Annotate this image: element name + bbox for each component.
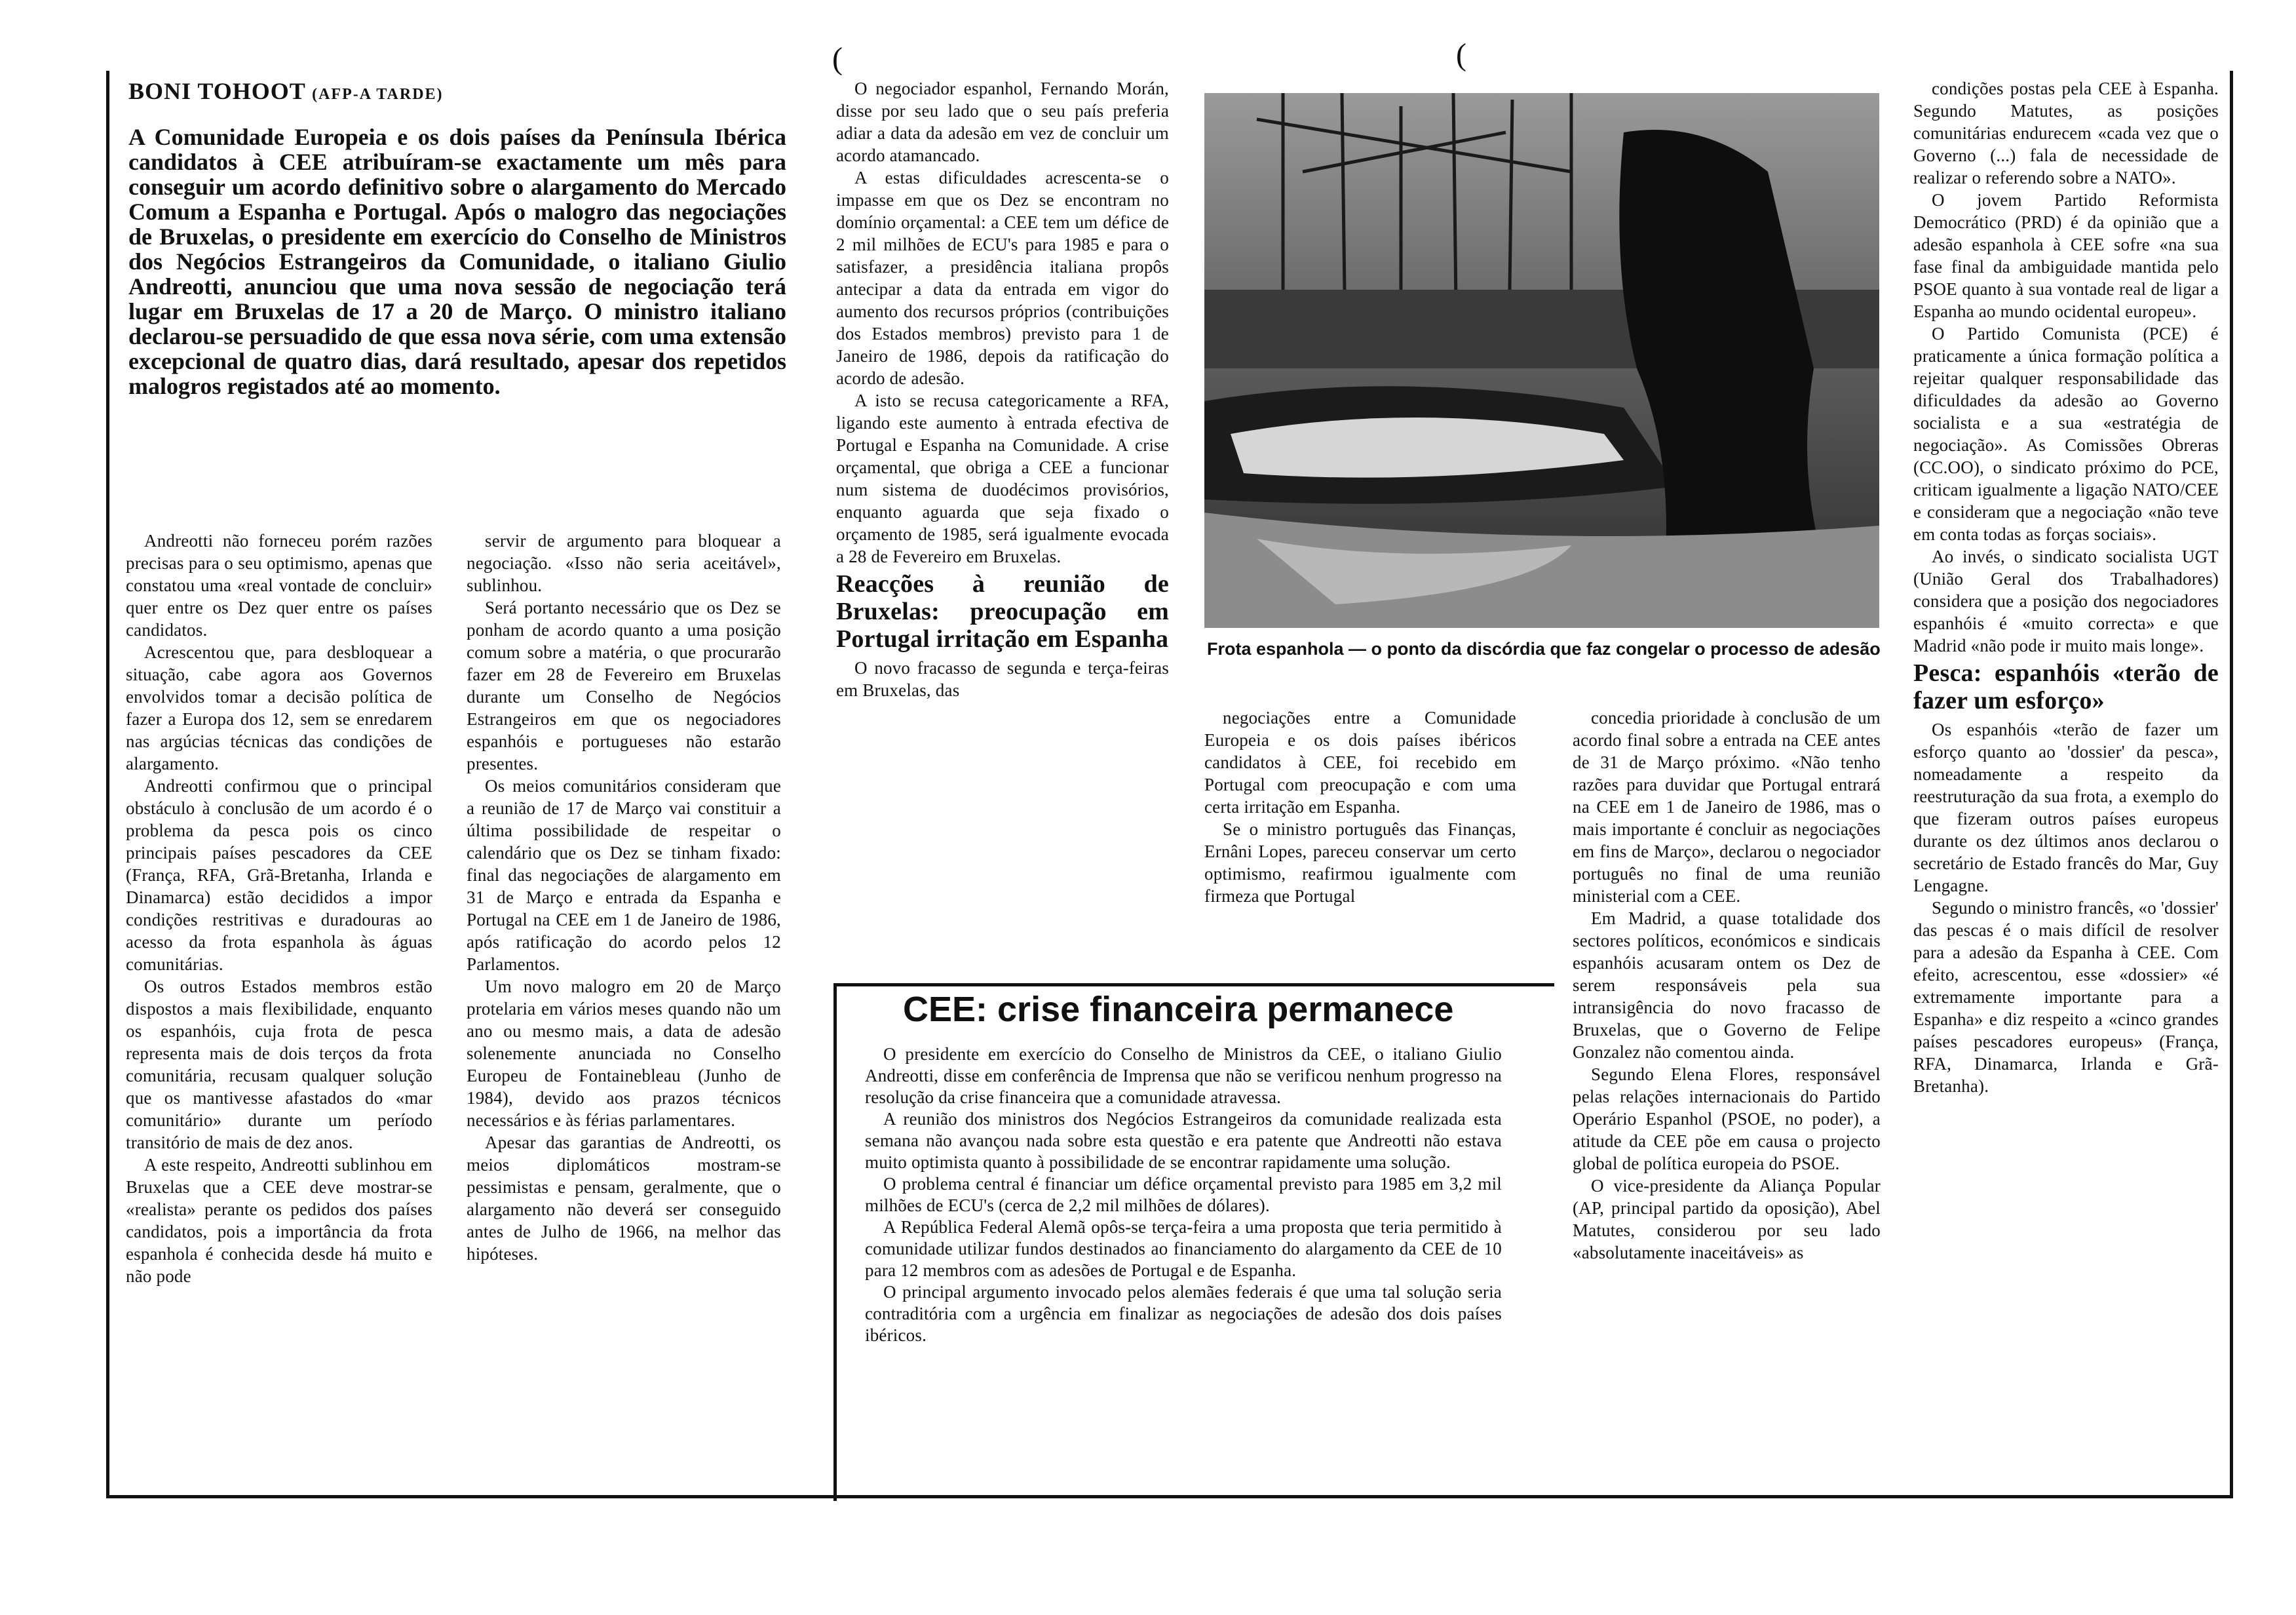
box-top-rule [833,983,1554,986]
paragraph: A reunião dos ministros dos Negócios Estrangeiros da comunidade realizada esta semana não avançou nada sobre esta questão e era patente que Andreotti não estava muito optimista quanto à possibilidade de se encontrar rapidamente uma solução. [865,1109,1502,1172]
paragraph: O novo fracasso de segunda e terça-feiras em Bruxelas, das [836,658,1169,700]
paragraph: A República Federal Alemã opôs-se terça-feira a uma proposta que teria permitido à comunidade utilizar fundos destinados ao financiamento do alargamento da CEE de 10 para 12 membros com as adesões de Portugal e de Espanha. [865,1217,1502,1280]
paragraph: A este respeito, Andreotti sublinhou em Bruxelas que a CEE deve mostrar-se «realista» perante os pedidos dos países candidatos, pois a importância da frota espanhola é conhecida desde há muito e não pode [126,1155,432,1286]
article-column-2 [467,530,781,1265]
paragraph: O vice-presidente da Aliança Popular (AP, principal partido da oposição), Abel Matutes, considerou por seu lado «absolutamente inaceitáveis» as [1573,1176,1881,1262]
paragraph: Se o ministro português das Finanças, Ernâni Lopes, pareceu conservar um certo optimismo, reafirmou igualmente com firmeza que Portugal [1204,819,1516,906]
paragraph: Andreotti confirmou que o principal obstáculo à conclusão de um acordo é o problema da pesca pois os cinco principais países pescadores da CEE (França, RFA, Grã-Bretanha, Irlanda e Dinamarca) estão decididos a impor condições restritivas e duradouras ao acesso da frota espanhola às águas comunitárias. [126,776,432,974]
paragraph: Os outros Estados membros estão dispostos a mais flexibilidade, enquanto os espanhóis, cuja frota de pesca representa mais de dois terços da frota comunitária, recusam qualquer solução que os mantivesse afastados do «mar comunitário» durante um período transitório de mais de dez anos. [126,977,432,1152]
paragraph: O jovem Partido Reformista Democrático (PRD) é da opinião que a adesão espanhola à CEE sofre «na sua fase final da ambiguidade mantida pelo PSOE quanto à sua vontade real de ligar a Espanha ao mundo ocidental europeu». [1913,190,2219,321]
article-column-5 [1573,707,1881,1264]
frame-right-rule [2230,71,2233,1498]
article-column-1 [126,530,432,1287]
photo-caption: Frota espanhola — o ponto da discórdia que faz congelar o processo de adesão [1207,639,1881,659]
paragraph: Os meios comunitários consideram que a reunião de 17 de Março vai constituir a última possibilidade de respeitar o calendário que os Dez se tinham fixado: final das negociações de alargamento em 31 de Março e entrada da Espanha e Portugal na CEE em 1 de Janeiro de 1986, após ratificação do acordo pelos 12 Parlamentos. [467,776,781,974]
byline [128,77,444,105]
lead-paragraph: A Comunidade Europeia e os dois países da Península Ibérica candidatos à CEE atribuíram-se exactamente um mês para conseguir um acordo definitivo sobre o alargamento do Mercado Comum a Espanha e Portugal. Após o malogro das negociações de Bruxelas, o presidente em exercício do Conselho de Ministros dos Negócios Estrangeiros da Comunidade, o italiano Giulio Andreotti, anunciou que uma nova sessão de negociação terá lugar em Bruxelas de 17 a 20 de Março. O ministro italiano declarou-se persuadido de que essa nova série, com uma extensão excepcional de quatro dias, dará resultado, apesar dos repetidos malogros registados até ao momento. [128,124,786,399]
fishing-fleet-photo [1204,93,1879,628]
article-column-3 [836,77,1169,701]
paragraph: A estas dificuldades acrescenta-se o impasse em que os Dez se encontram no domínio orçamental: a CEE tem um défice de 2 mil milhões de ECU's para 1985 e para o satisfazer, a presidência italiana propôs antecipar a data da entrada em vigor do aumento dos recursos próprios (contribuições dos Estados membros) previsto para 1 de Janeiro de 1986, depois da ratificação do acordo de adesão. [836,168,1169,388]
paragraph: Será portanto necessário que os Dez se ponham de acordo quanto a uma posição comum sobre a matéria, o que procurarão fazer em 28 de Fevereiro em Bruxelas durante um Conselho de Negócios Estrangeiros em que os negociadores espanhóis e portugueses não estarão presentes. [467,598,781,773]
article-column-6 [1913,77,2219,1097]
box-left-rule [833,983,837,1501]
box-article [865,1043,1502,1346]
box-title: CEE: crise financeira permanece [903,990,1454,1029]
paragraph: servir de argumento para bloquear a negociação. «Isso não seria aceitável», sublinhou. [467,531,781,595]
paragraph: Apesar das garantias de Andreotti, os meios diplomáticos mostram-se pessimistas e pensam, geralmente, que o alargamento não deverá ser conseguido antes de Julho de 1966, na melhor das hipóteses. [467,1133,781,1264]
paragraph: Segundo o ministro francês, «o 'dossier' das pescas é o mais difícil de resolver para a adesão da Espanha à CEE. Com efeito, acrescentou, esse «dossier» «é extremamente importante para a Espanha» e diz respeito a «cinco grandes países pescadores europeus» (França, RFA, Dinamarca, Irlanda e Grã-Bretanha). [1913,898,2219,1096]
paragraph: O negociador espanhol, Fernando Morán, disse por seu lado que o seu país preferia adiar a data da adesão em vez de concluir um acordo atamancado. [836,79,1169,165]
article-column-4 [1204,707,1516,907]
print-mark: ( [1456,37,1466,72]
byline-author: BONI TOHOOT [128,78,306,104]
paragraph: Acrescentou que, para desbloquear a situação, cabe agora aos Governos envolvidos tomar a decisão política de fazer a Europa dos 12, sem se enredarem nas argúcias técnicas das condições de alargamento. [126,642,432,773]
paragraph: negociações entre a Comunidade Europeia e os dois países ibéricos candidatos à CEE, foi recebido em Portugal com preocupação e com uma certa irritação em Espanha. [1204,708,1516,817]
paragraph: concedia prioridade à conclusão de um acordo final sobre a entrada na CEE antes de 31 de Março próximo. «Não tenho razões para duvidar que Portugal entrará na CEE em 1 de Janeiro de 1986, mas o mais importante é concluir as negociações em fins de Março», declarou o negociador português no final de uma reunião ministerial com a CEE. [1573,708,1881,906]
paragraph: A isto se recusa categoricamente a RFA, ligando este aumento à entrada efectiva de Portugal e Espanha na Comunidade. A crise orçamental, que obriga a CEE a funcionar num sistema de duodécimos provisórios, enquanto aguarda que seja fixado o orçamento de 1985, será igualmente evocada a 28 de Fevereiro em Bruxelas. [836,391,1169,566]
paragraph: Segundo Elena Flores, responsável pelas relações internacionais do Partido Operário Espanhol (PSOE, no poder), a atitude da CEE põe em causa o projecto global de política europeia do PSOE. [1573,1064,1881,1173]
paragraph: O presidente em exercício do Conselho de Ministros da CEE, o italiano Giulio Andreotti, disse em conferência de Imprensa que não se verificou nenhum progresso na resolução da crise financeira que a comunidade atravessa. [865,1044,1502,1107]
frame-left-rule [106,71,109,1498]
frame-bottom-rule [106,1495,2233,1498]
print-mark: ( [832,41,843,76]
section-subhead: Reacções à reunião de Bruxelas: preocupação em Portugal irritação em Espanha [836,570,1169,653]
paragraph: Um novo malogro em 20 de Março protelaria em vários meses quando não um ano ou mesmo mais, a data de adesão solenemente anunciada no Conselho Europeu de Fontainebleau (Junho de 1984), devido aos prazos técnicos necessários e às férias parlamentares. [467,977,781,1130]
paragraph: O principal argumento invocado pelos alemães federais é que uma tal solução seria contraditória com a urgência em finalizar as negociações de adesão dos dois países ibéricos. [865,1282,1502,1345]
photo-image [1204,93,1879,628]
paragraph: Andreotti não forneceu porém razões precisas para o seu optimismo, apenas que constatou uma «real vontade de concluir» quer entre os Dez quer entre os países candidatos. [126,531,432,640]
byline-source: (AFP-A TARDE) [312,86,444,103]
paragraph: condições postas pela CEE à Espanha. Segundo Matutes, as posições comunitárias endurecem «cada vez que o Governo (...) fala de necessidade de realizar o referendo sobre a NATO». [1913,79,2219,187]
section-subhead: Pesca: espanhóis «terão de fazer um esforço» [1913,659,2219,714]
paragraph: O problema central é financiar um défice orçamental previsto para 1985 em 3,2 mil milhões de ECU's (cerca de 2,2 mil milhões de dólares). [865,1174,1502,1215]
paragraph: Os espanhóis «terão de fazer um esforço quanto ao 'dossier' da pesca», nomeadamente a respeito da reestruturação da sua frota, a exemplo do que fizeram outros países europeus durante os dez últimos anos declarou o secretário de Estado francês do Mar, Guy Lengagne. [1913,720,2219,895]
paragraph: O Partido Comunista (PCE) é praticamente a única formação política a rejeitar qualquer responsabilidade das dificuldades da adesão ao Governo socialista e a sua «estratégia de negociação». As Comissões Obreras (CC.OO), o sindicato próximo do PCE, criticam igualmente a ligação NATO/CEE e consideram que a negociação «não teve em conta todas as forças sociais». [1913,324,2219,544]
paragraph: Em Madrid, a quase totalidade dos sectores políticos, económicos e sindicais espanhóis acusaram ontem os Dez de serem responsáveis pela sua intransigência do novo fracasso de Bruxelas, que o Governo de Felipe Gonzalez não comentou ainda. [1573,908,1881,1062]
paragraph: Ao invés, o sindicato socialista UGT (União Geral dos Trabalhadores) considera que a posição dos negociadores espanhóis é «muito correcta» e que Madrid «não pode ir muito mais longe». [1913,547,2219,655]
